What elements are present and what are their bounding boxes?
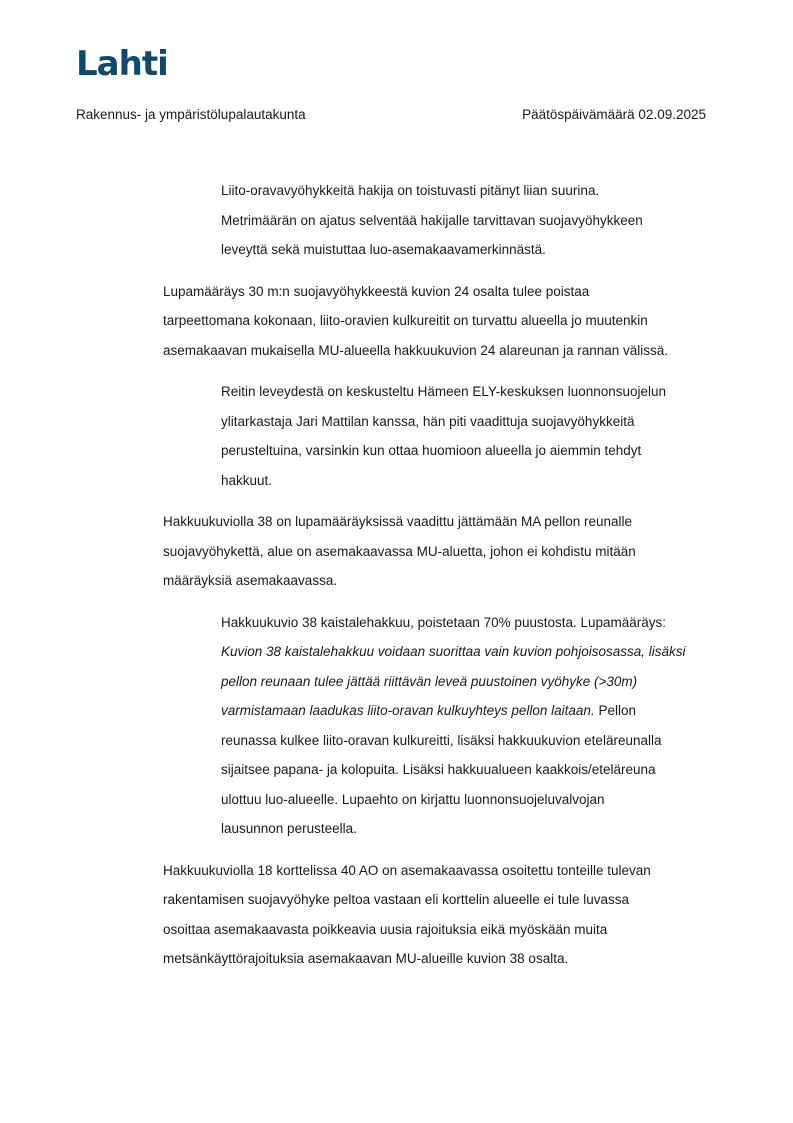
text-line: Hakkuukuviolla 38 on lupamääräyksissä vaadittu jättämään MA pellon reunalle <box>163 514 633 529</box>
decision-date: Päätöspäivämäärä 02.09.2025 <box>522 107 706 122</box>
text-line: Liito-oravavyöhykkeitä hakija on toistuvasti pitänyt liian suurina. <box>221 183 600 198</box>
text-line: perusteltuina, varsinkin kun ottaa huomioon alueella jo aiemmin tehdyt <box>221 443 642 458</box>
text-line: osoittaa asemakaavasta poikkeavia uusia rajoituksia eikä myöskään muita <box>163 921 608 937</box>
text-line: Lupamääräys 30 m:n suojavyöhykkeestä kuvion 24 osalta tulee poistaa <box>163 283 590 299</box>
text-line: ulottuu luo-alueelle. Lupaehto on kirjattu luonnonsuojeluvalvojan <box>221 791 605 807</box>
quoted-line-end: varmistamaan laadukas liito-oravan kulkuyhteys pellon laitaan. <box>221 703 595 718</box>
paragraph <box>163 377 718 495</box>
text-line: sijaitsee papana- ja kolopuita. Lisäksi hakkuualueen kaakkois/eteläreuna <box>221 762 656 777</box>
text-line-tail: Pellon <box>598 703 636 718</box>
text-line: hakkuut. <box>221 472 273 488</box>
text-line: määräyksiä asemakaavassa. <box>163 573 338 588</box>
text-line: rakentamisen suojavyöhyke peltoa vastaan eli korttelin alueelle ei tule luvassa <box>163 892 630 907</box>
paragraph <box>163 856 718 974</box>
text-line: leveyttä sekä muistuttaa luo-asemakaavamerkinnästä. <box>221 242 546 257</box>
quoted-line: pellon reunaan tulee jättää riittävän leveä puustoinen vyöhyke (>30m) <box>221 673 638 689</box>
committee-name: Rakennus- ja ympäristölupalautakunta <box>76 107 306 122</box>
text-line: Hakkuukuvio 38 kaistalehakkuu, poistetaan 70% puustosta. Lupamääräys: <box>221 614 667 630</box>
paragraph <box>163 176 718 265</box>
text-line: reunassa kulkee liito-oravan kulkureitti, lisäksi hakkuukuvion eteläreunalla <box>221 732 662 748</box>
text-line: ylitarkastaja Jari Mattilan kanssa, hän piti vaadittuja suojavyöhykkeitä <box>221 413 635 429</box>
text-line: Reitin leveydestä on keskusteltu Hämeen ELY-keskuksen luonnonsuojelun <box>221 384 667 399</box>
quoted-line: Kuvion 38 kaistalehakkuu voidaan suorittaa vain kuvion pohjoisosassa, lisäksi <box>221 644 686 659</box>
lahti-logo: Lahti <box>76 44 168 84</box>
text-line: suojavyöhykettä, alue on asemakaavassa MU-aluetta, johon ei kohdistu mitään <box>163 543 636 559</box>
document-body <box>163 176 718 986</box>
text-line: metsänkäyttörajoituksia asemakaavan MU-alueille kuvion 38 osalta. <box>163 951 569 966</box>
text-line: Metrimäärän on ajatus selventää hakijalle tarvittavan suojavyöhykkeen <box>221 212 643 228</box>
paragraph <box>163 277 718 366</box>
text-line: Hakkuukuviolla 18 korttelissa 40 AO on asemakaavassa osoitettu tonteille tulevan <box>163 862 651 878</box>
text-line <box>221 696 718 726</box>
paragraph <box>163 507 718 596</box>
text-line: tarpeettomana kokonaan, liito-oravien kulkureitit on turvattu alueella jo muutenkin <box>163 313 648 328</box>
text-line: lausunnon perusteella. <box>221 821 357 836</box>
paragraph <box>163 608 718 844</box>
text-line: asemakaavan mukaisella MU-alueella hakkuukuvion 24 alareunan ja rannan välissä. <box>163 342 669 358</box>
